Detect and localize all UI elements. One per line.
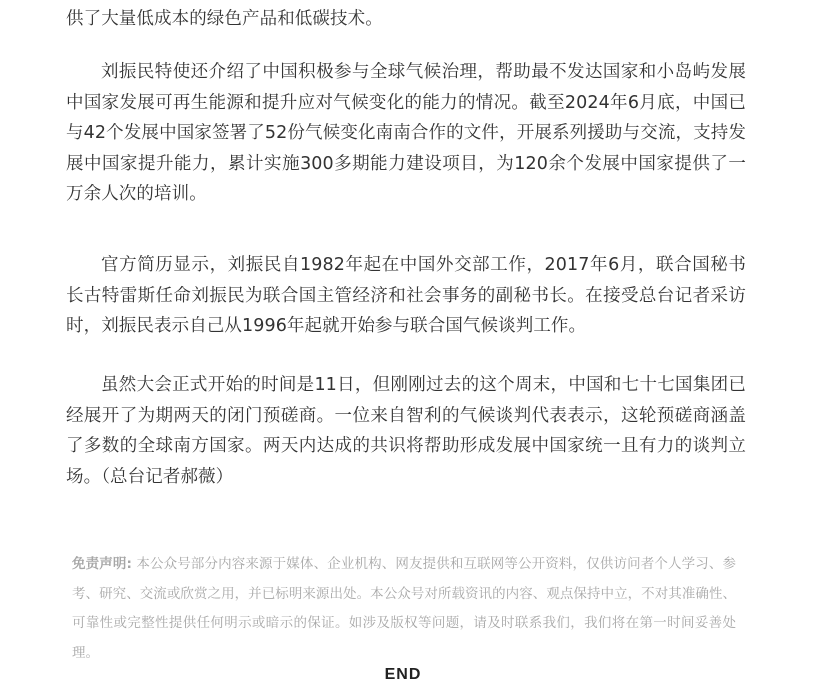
article-paragraph: 虽然大会正式开始的时间是11日，但刚刚过去的这个周末，中国和七十七国集团已经展开了为期两天的闭门预磋商。一位来自智利的气候谈判代表表示，这轮预磋商涵盖了多数的全球南方国家。两天内达成的共识将帮助形成发展中国家统一且有力的谈判立场。（总台记者郝薇） — [66, 375, 746, 487]
end-mark: END — [384, 666, 422, 683]
disclaimer — [72, 550, 736, 668]
article-paragraph: 供了大量低成本的绿色产品和低碳技术。 — [66, 9, 383, 29]
disclaimer-label: 免责声明: — [72, 556, 132, 572]
article-paragraph: 官方简历显示，刘振民自1982年起在中国外交部工作，2017年6月，联合国秘书长古特雷斯任命刘振民为联合国主管经济和社会事务的副秘书长。在接受总台记者采访时，刘振民表示自己从1996年起就开始参与联合国气候谈判工作。 — [66, 255, 746, 336]
article-paragraph: 刘振民特使还介绍了中国积极参与全球气候治理，帮助最不发达国家和小岛屿发展中国家发展可再生能源和提升应对气候变化的能力的情况。截至2024年6月底，中国已与42个发展中国家签署了52份气候变化南南合作的文件，开展系列援助与交流，支持发展中国家提升能力，累计实施300多期能力建设项目，为120余个发展中国家提供了一万余人次的培训。 — [66, 62, 746, 204]
disclaimer-text: 本公众号部分内容来源于媒体、企业机构、网友提供和互联网等公开资料，仅供访问者个人学习、参考、研究、交流或欣赏之用，并已标明来源出处。本公众号对所载资讯的内容、观点保持中立，不对其准确性、可靠性或完整性提供任何明示或暗示的保证。如涉及版权等问题，请及时联系我们，我们将在第一时间妥善处理。 — [72, 556, 736, 661]
